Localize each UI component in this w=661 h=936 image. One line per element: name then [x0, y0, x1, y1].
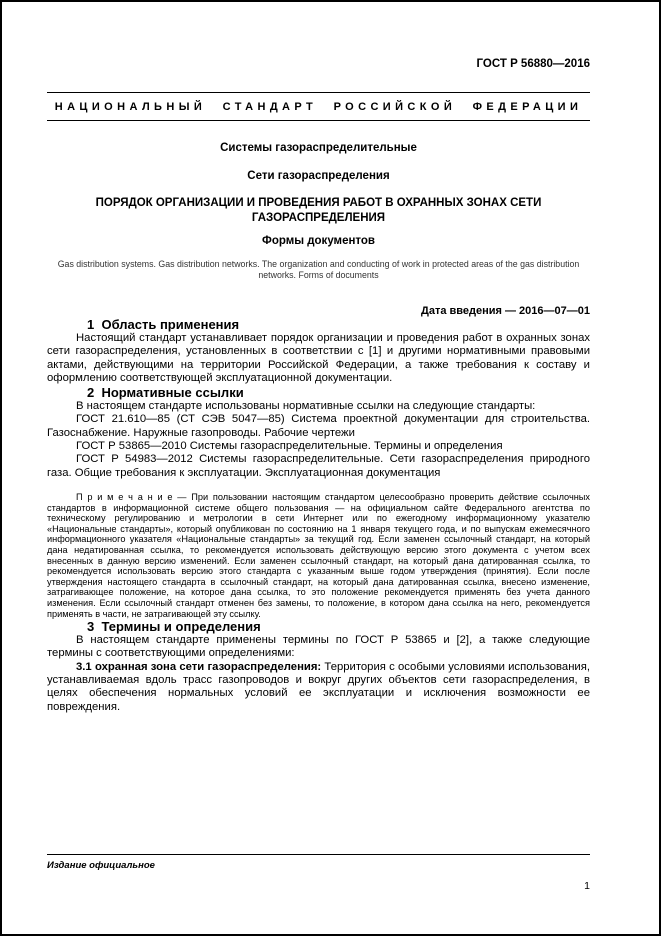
term-definition [47, 661, 590, 714]
edition-note: Издание официальное [47, 860, 155, 871]
section-3-heading: 3 Термины и определения [87, 619, 261, 635]
introduction-date: Дата введения — 2016—07—01 [421, 305, 590, 317]
title-forms: Формы документов [262, 235, 375, 247]
section-3-intro: В настоящем стандарте применены термины по ГОСТ Р 53865 и [2], а также следующие термины с соответствующими определениями: [47, 634, 590, 660]
note-text: При пользовании настоящим стандартом целесообразно проверить действие ссылочных стандартов в информационной системе общего пользования — на официальном сайте Федерального агентства по техническому регулированию и метрологии в сети Интернет или по ежегодному информационному указателю «Национальные стандарты», который опубликован по состоянию на 1 января текущего года, и по выпускам ежемесячного информационного указателя «Национальные стандарты» за текущий год. Если заменен ссылочный стандарт, на который дана недатированная ссылка, то рекомендуется использовать действующую версию этого документа с учетом всех внесенных в данную версию изменений. Если заменен ссылочный стандарт, на который дана датированная ссылка, то рекомендуется использовать версию этого стандарта с указанным выше годом утверждения (принятия). Если после утверждения настоящего стандарта в ссылочный стандарт, на который дана датированная ссылка, внесено изменение, затрагивающее положение, на которое дана ссылка, то это положение рекомендуется применять без учета данного изменения. Если ссылочный стандарт отменен без замены, то положение, в котором дана ссылка на него, рекомендуется применять в части, не затрагивающей эту ссылку. [47, 491, 590, 619]
title-system: Системы газораспределительные [220, 142, 417, 154]
page-number: 1 [584, 880, 590, 892]
note-label: П р и м е ч а н и е — [76, 491, 192, 502]
reference-item: ГОСТ 21.610—85 (СТ СЭВ 5047—85) Система проектной документации для строительства. Газоснабжение. Наружные газопроводы. Рабочие чертежи [47, 413, 590, 439]
title-network: Сети газораспределения [247, 170, 390, 182]
title-main: ПОРЯДОК ОРГАНИЗАЦИИ И ПРОВЕДЕНИЯ РАБОТ В ОХРАННЫХ ЗОНАХ СЕТИ ГАЗОРАСПРЕДЕЛЕНИЯ [95, 197, 542, 224]
footer-divider [47, 854, 590, 892]
section-1-paragraph: Настоящий стандарт устанавливает порядок организации и проведения работ в охранных зонах сети газораспределения, установленных в соответствии с [1] и другими нормативными правовыми актами, действующими на территории Российской Федерации, а также требования к составу и оформлению соответствующей эксплуатационной документации. [47, 332, 590, 384]
gost-number: ГОСТ Р 56880—2016 [476, 58, 590, 70]
term-name: охранная зона сети газораспределения: [94, 660, 322, 673]
term-text: Территория с особыми условиями использования, устанавливаемая вдоль трасс газопроводов и вокруг других объектов сети газораспределения, в целях обеспечения нормальных условий ее эксплуатации и исключения возможности ее повреждения. [47, 660, 591, 713]
title-english: Gas distribution systems. Gas distribution networks. The organization and conducting of work in protected areas of the gas distribution networks. Forms of documents [57, 259, 580, 280]
reference-item: ГОСТ Р 53865—2010 Системы газораспределительные. Термины и определения [76, 440, 503, 453]
section-2-heading: 2 Нормативные ссылки [87, 385, 244, 401]
section-2-intro: В настоящем стандарте использованы нормативные ссылки на следующие стандарты: [76, 400, 536, 413]
national-standard-banner: НАЦИОНАЛЬНЫЙ СТАНДАРТ РОССИЙСКОЙ ФЕДЕРАЦИИ [47, 92, 590, 121]
section-1-heading: 1 Область применения [87, 317, 240, 332]
references-note [47, 492, 590, 619]
reference-item: ГОСТ Р 54983—2012 Системы газораспределительные. Сети газораспределения природного газа. Общие требования к эксплуатации. Эксплуатационная документация [47, 453, 590, 479]
page-content [2, 58, 659, 714]
term-number: 3.1 [76, 660, 92, 673]
